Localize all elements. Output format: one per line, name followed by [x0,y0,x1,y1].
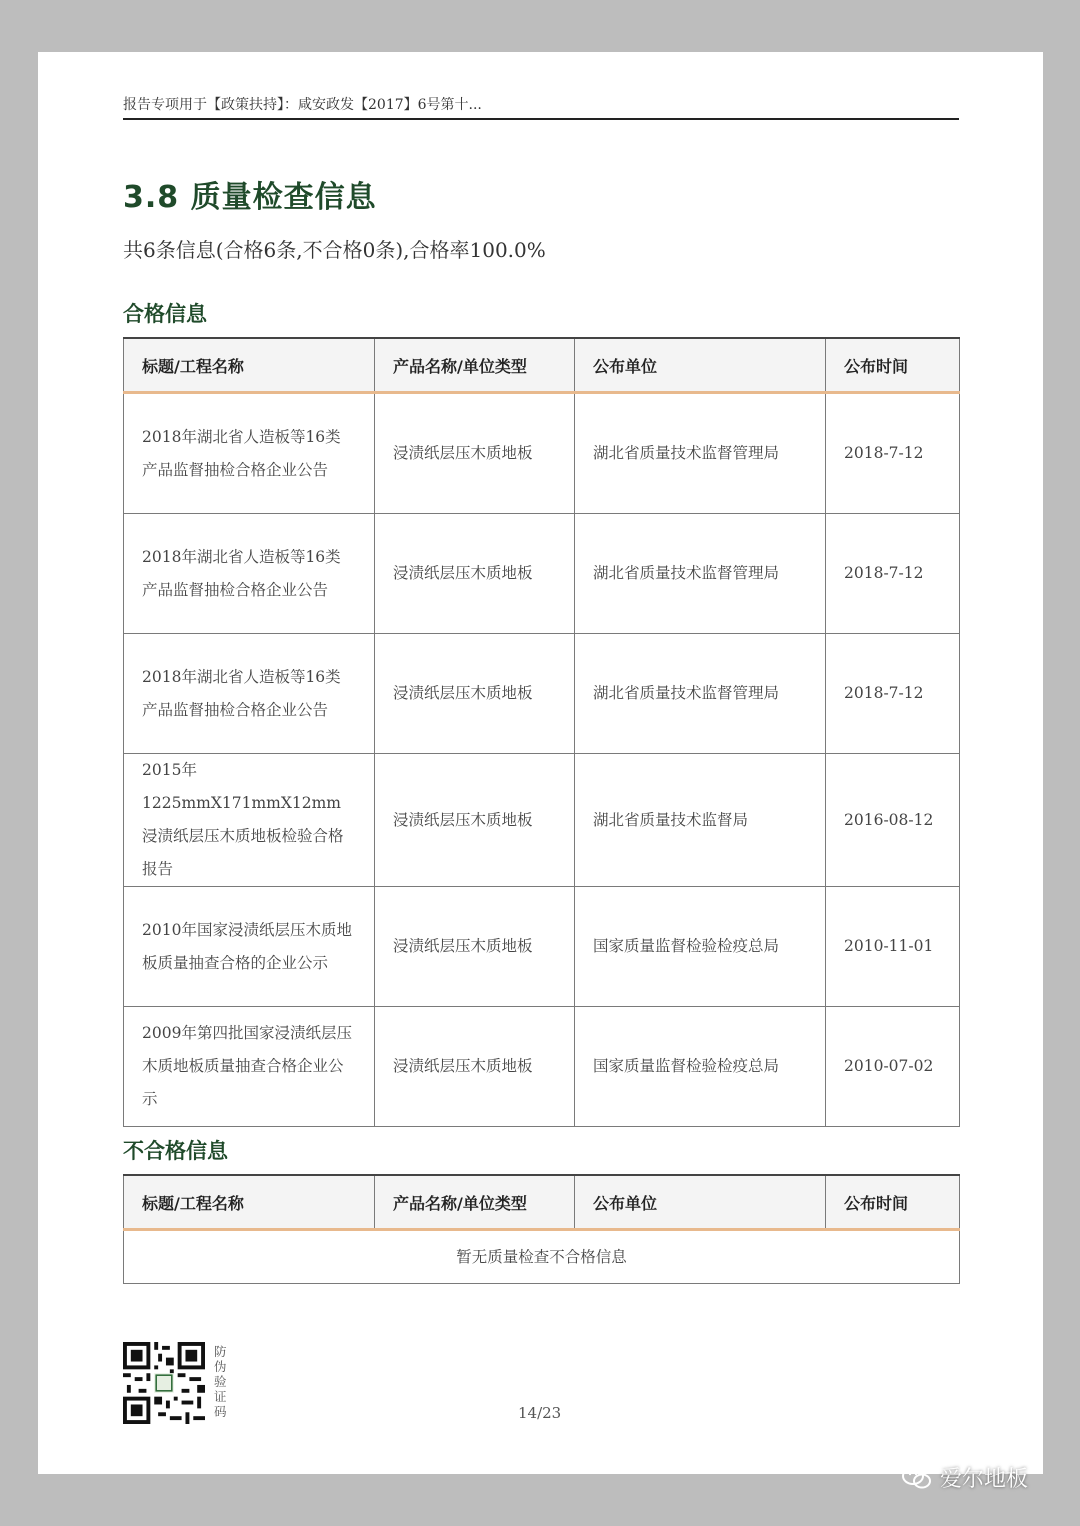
page-header: 报告专项用于【政策扶持】：咸安政发【2017】6号第十... [123,97,482,113]
cell-title: 2010年国家浸渍纸层压木质地板质量抽查合格的企业公示 [124,887,375,1007]
table-row-empty [124,1230,960,1284]
table-row [124,887,960,1007]
cell-date: 2018-7-12 [826,393,960,514]
section-title: 3.8 质量检查信息 [123,180,377,215]
column-header-publisher: 公布单位 [575,338,826,393]
cell-product: 浸渍纸层压木质地板 [375,1007,575,1127]
cell-date: 2018-7-12 [826,514,960,634]
cell-title: 2015年1225mmX171mmX12mm浸渍纸层压木质地板检验合格报告 [124,754,375,887]
column-header-date: 公布时间 [826,1175,960,1230]
cell-title: 2018年湖北省人造板等16类产品监督抽检合格企业公告 [124,514,375,634]
unqualified-heading: 不合格信息 [123,1139,228,1163]
column-header-title: 标题/工程名称 [124,1175,375,1230]
cell-publisher: 国家质量监督检验检疫总局 [575,1007,826,1127]
cell-publisher: 湖北省质量技术监督管理局 [575,634,826,754]
unqualified-table [123,1174,960,1284]
section-summary: 共6条信息(合格6条,不合格0条),合格率100.0% [123,238,546,262]
cell-product: 浸渍纸层压木质地板 [375,393,575,514]
cell-publisher: 湖北省质量技术监督管理局 [575,514,826,634]
cell-publisher: 湖北省质量技术监督管理局 [575,393,826,514]
column-header-publisher: 公布单位 [575,1175,826,1230]
column-header-product: 产品名称/单位类型 [375,1175,575,1230]
cell-product: 浸渍纸层压木质地板 [375,514,575,634]
wechat-badge [902,1462,1028,1493]
cell-publisher: 湖北省质量技术监督局 [575,754,826,887]
qualified-heading: 合格信息 [123,302,207,326]
wechat-icon [902,1466,932,1490]
cell-title: 2018年湖北省人造板等16类产品监督抽检合格企业公告 [124,634,375,754]
qr-label: 防伪验证码 [214,1344,227,1419]
table-row [124,1007,960,1127]
report-page [38,52,1043,1474]
table-row [124,634,960,754]
page-number: 14/23 [518,1404,562,1422]
cell-date: 2010-11-01 [826,887,960,1007]
cell-date: 2018-7-12 [826,634,960,754]
cell-product: 浸渍纸层压木质地板 [375,634,575,754]
column-header-date: 公布时间 [826,338,960,393]
table-header-row [124,1175,960,1230]
cell-date: 2016-08-12 [826,754,960,887]
cell-product: 浸渍纸层压木质地板 [375,754,575,887]
badge-text: 爱尔地板 [940,1467,1029,1492]
column-header-product: 产品名称/单位类型 [375,338,575,393]
table-header-row [124,338,960,393]
table-row [124,754,960,887]
column-header-title: 标题/工程名称 [124,338,375,393]
header-divider [123,118,959,120]
cell-title: 2009年第四批国家浸渍纸层压木质地板质量抽查合格企业公示 [124,1007,375,1127]
cell-publisher: 国家质量监督检验检疫总局 [575,887,826,1007]
qualified-table [123,337,960,1127]
qr-code-icon [123,1342,205,1424]
cell-product: 浸渍纸层压木质地板 [375,887,575,1007]
cell-title: 2018年湖北省人造板等16类产品监督抽检合格企业公告 [124,393,375,514]
table-row [124,393,960,514]
empty-message: 暂无质量检查不合格信息 [124,1230,960,1284]
table-row [124,514,960,634]
cell-date: 2010-07-02 [826,1007,960,1127]
